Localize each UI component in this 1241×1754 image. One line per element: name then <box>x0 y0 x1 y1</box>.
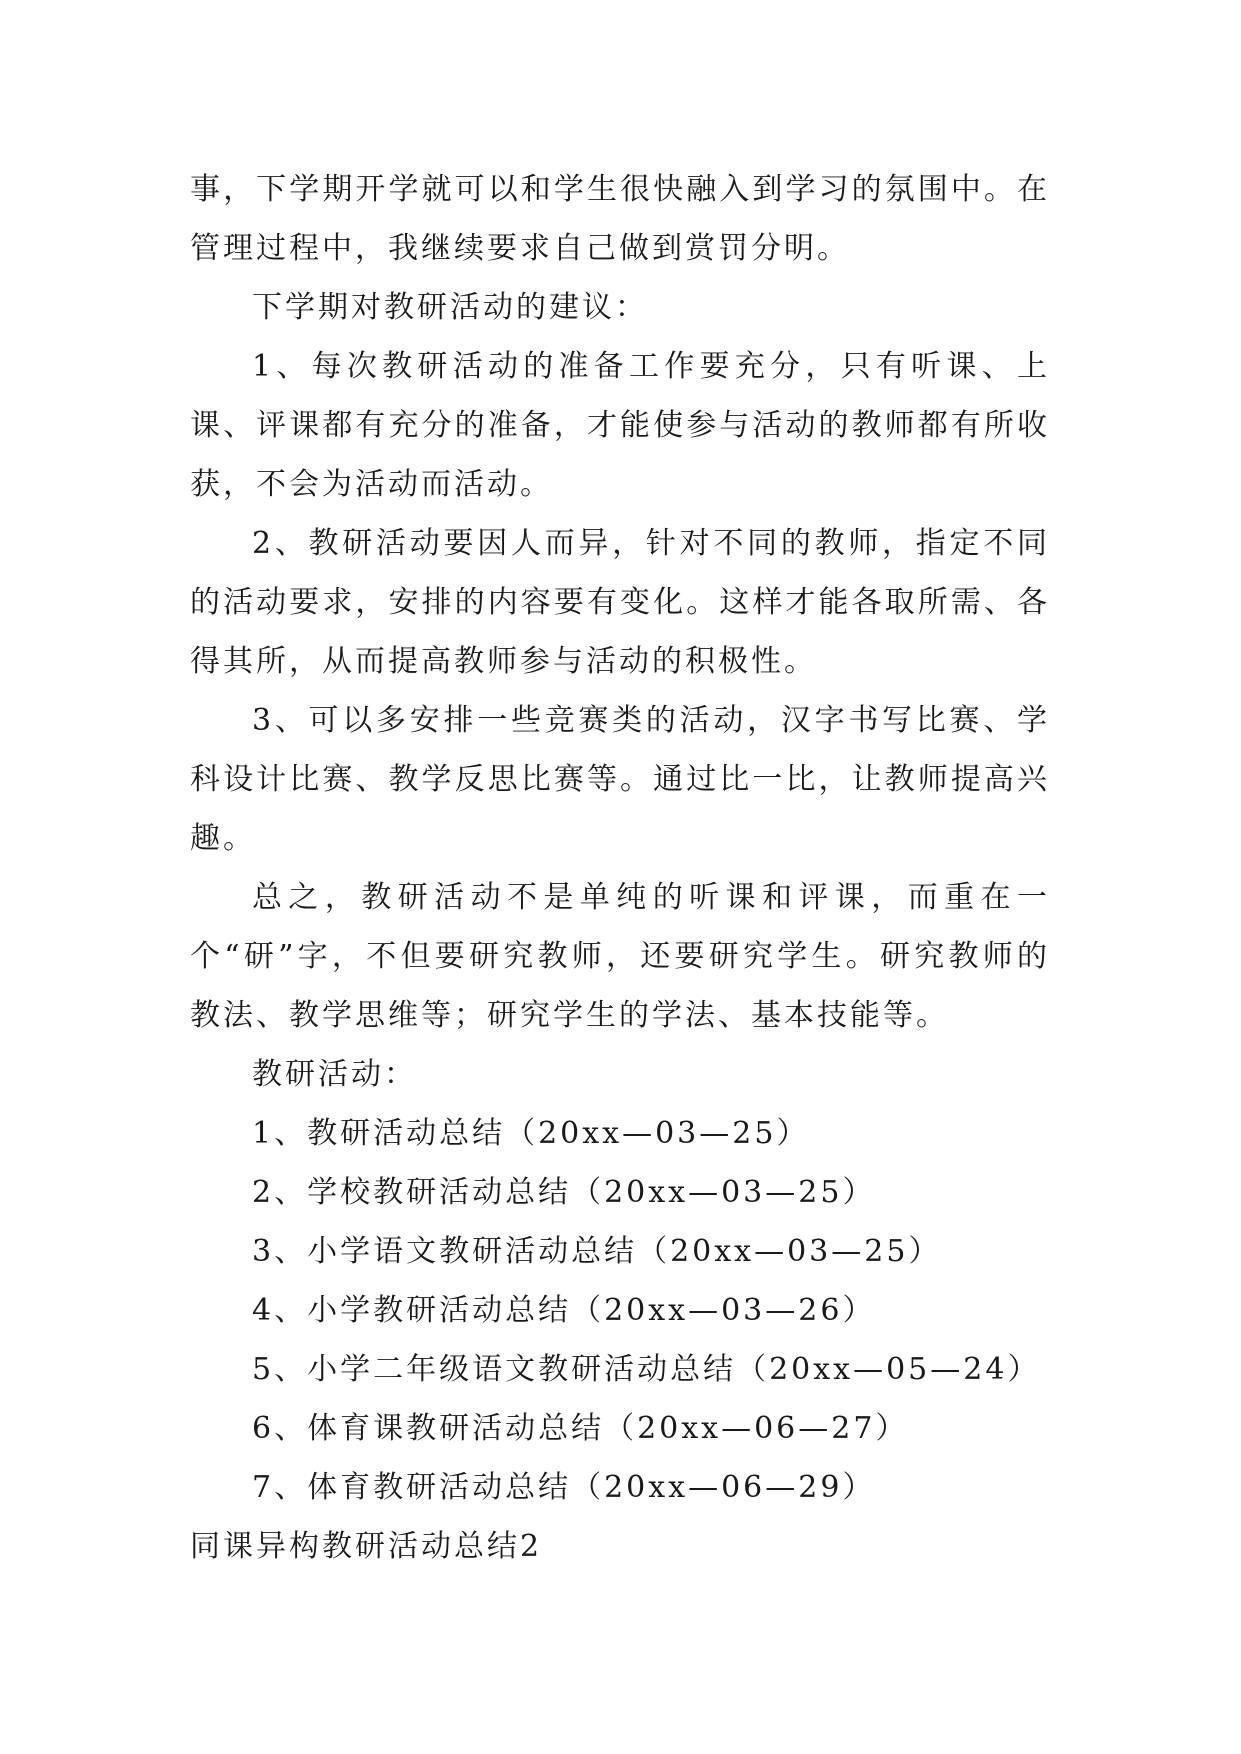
list-item: 6、体育课教研活动总结（20xx—06—27） <box>252 1411 909 1446</box>
paragraph: 事，下学期开学就可以和学生很快融入到学习的氛围中。在管理过程中，我继续要求自己做到赏罚分明。 <box>190 172 1050 266</box>
section-title: 同课异构教研活动总结2 <box>190 1529 543 1564</box>
paragraph: 2、教研活动要因人而异，针对不同的教师，指定不同的活动要求，安排的内容要有变化。这样才能各取所需、各得其所，从而提高教师参与活动的积极性。 <box>190 526 1050 679</box>
paragraph: 下学期对教研活动的建议： <box>252 290 648 325</box>
list-item: 5、小学二年级语文教研活动总结（20xx—05—24） <box>252 1352 1041 1387</box>
list-item: 3、小学语文教研活动总结（20xx—03—25） <box>252 1234 942 1269</box>
paragraph: 1、每次教研活动的准备工作要充分，只有听课、上课、评课都有充分的准备，才能使参与活动的教师都有所收获，不会为活动而活动。 <box>190 349 1050 502</box>
list-item: 1、教研活动总结（20xx—03—25） <box>252 1116 810 1151</box>
list-item: 7、体育教研活动总结（20xx—06—29） <box>252 1470 876 1505</box>
paragraph: 教研活动： <box>252 1057 417 1092</box>
paragraph: 总之，教研活动不是单纯的听课和评课，而重在一个“研”字，不但要研究教师，还要研究学生。研究教师的教法、教学思维等；研究学生的学法、基本技能等。 <box>190 880 1050 1033</box>
paragraph: 3、可以多安排一些竞赛类的活动，汉字书写比赛、学科设计比赛、教学反思比赛等。通过比一比，让教师提高兴趣。 <box>190 703 1050 856</box>
document-body <box>190 160 1050 1576</box>
list-item: 2、学校教研活动总结（20xx—03—25） <box>252 1175 876 1210</box>
list-item: 4、小学教研活动总结（20xx—03—26） <box>252 1293 876 1328</box>
